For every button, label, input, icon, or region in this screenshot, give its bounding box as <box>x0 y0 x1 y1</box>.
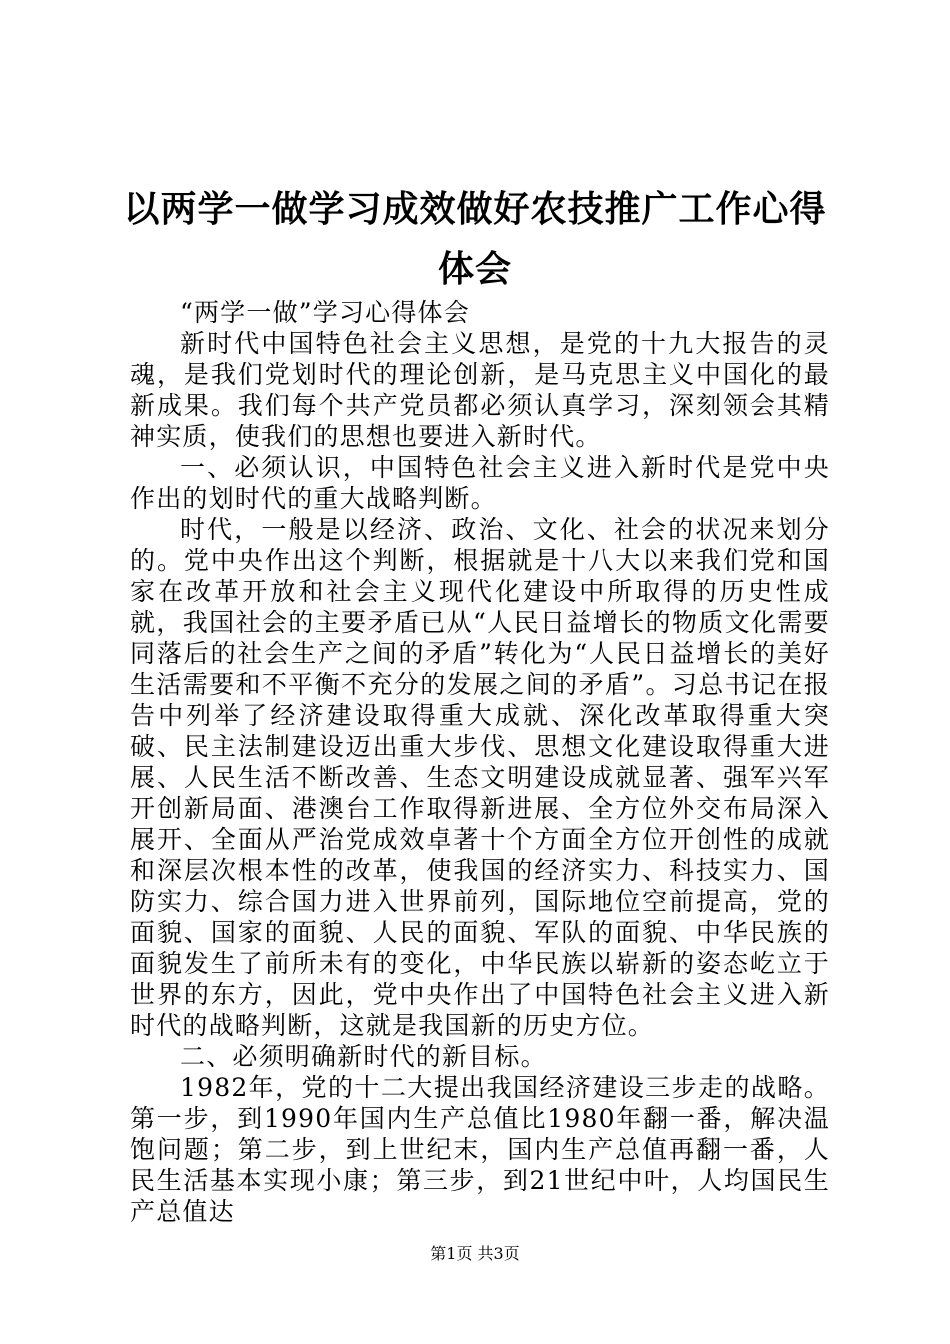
paragraph: 1982年，党的十二大提出我国经济建设三步走的战略。第一步，到1990年国内生产总值比1980年翻一番，解决温饱问题；第二步，到上世纪末，国内生产总值再翻一番，人民生活基本实现小康；第三步，到21世纪中叶，人均国民生产总值达 <box>130 1073 830 1226</box>
paragraph: 一、必须认识，中国特色社会主义进入新时代是党中央作出的划时代的重大战略判断。 <box>130 453 830 513</box>
paragraph: 时代，一般是以经济、政治、文化、社会的状况来划分的。党中央作出这个判断，根据就是十八大以来我们党和国家在改革开放和社会主义现代化建设中所取得的历史性成就，我国社会的主要矛盾已从“人民日益增长的物质文化需要同落后的社会生产之间的矛盾”转化为“人民日益增长的美好生活需要和不平衡不充分的发展之间的矛盾”。习总书记在报告中列举了经济建设取得重大成就、深化改革取得重大突破、民主法制建设迈出重大步伐、思想文化建设取得重大进展、人民生活不断改善、生态文明建设成就显著、强军兴军开创新局面、港澳台工作取得新进展、全方位外交布局深入展开、全面从严治党成效卓著十个方面全方位开创性的成就和深层次根本性的改革，使我国的经济实力、科技实力、国防实力、综合国力进入世界前列，国际地位空前提高，党的面貌、国家的面貌、人民的面貌、军队的面貌、中华民族的面貌发生了前所未有的变化，中华民族以崭新的姿态屹立于世界的东方，因此，党中央作出了中国特色社会主义进入新时代的战略判断，这就是我国新的历史方位。 <box>130 515 830 1040</box>
paragraph: 二、必须明确新时代的新目标。 <box>180 1042 547 1071</box>
document-subtitle: “两学一做”学习心得体会 <box>180 298 470 327</box>
paragraph: 新时代中国特色社会主义思想，是党的十九大报告的灵魂，是我们党划时代的理论创新，是马克思主义中国化的最新成果。我们每个共产党员都必须认真学习，深刻领会其精神实质，使我们的思想也要进入新时代。 <box>130 329 830 451</box>
document-body <box>130 297 830 1227</box>
document-title: 以两学一做学习成效做好农技推广工作心得体会 <box>123 189 827 290</box>
page-number-footer: 第1页 共3页 <box>430 1244 520 1263</box>
